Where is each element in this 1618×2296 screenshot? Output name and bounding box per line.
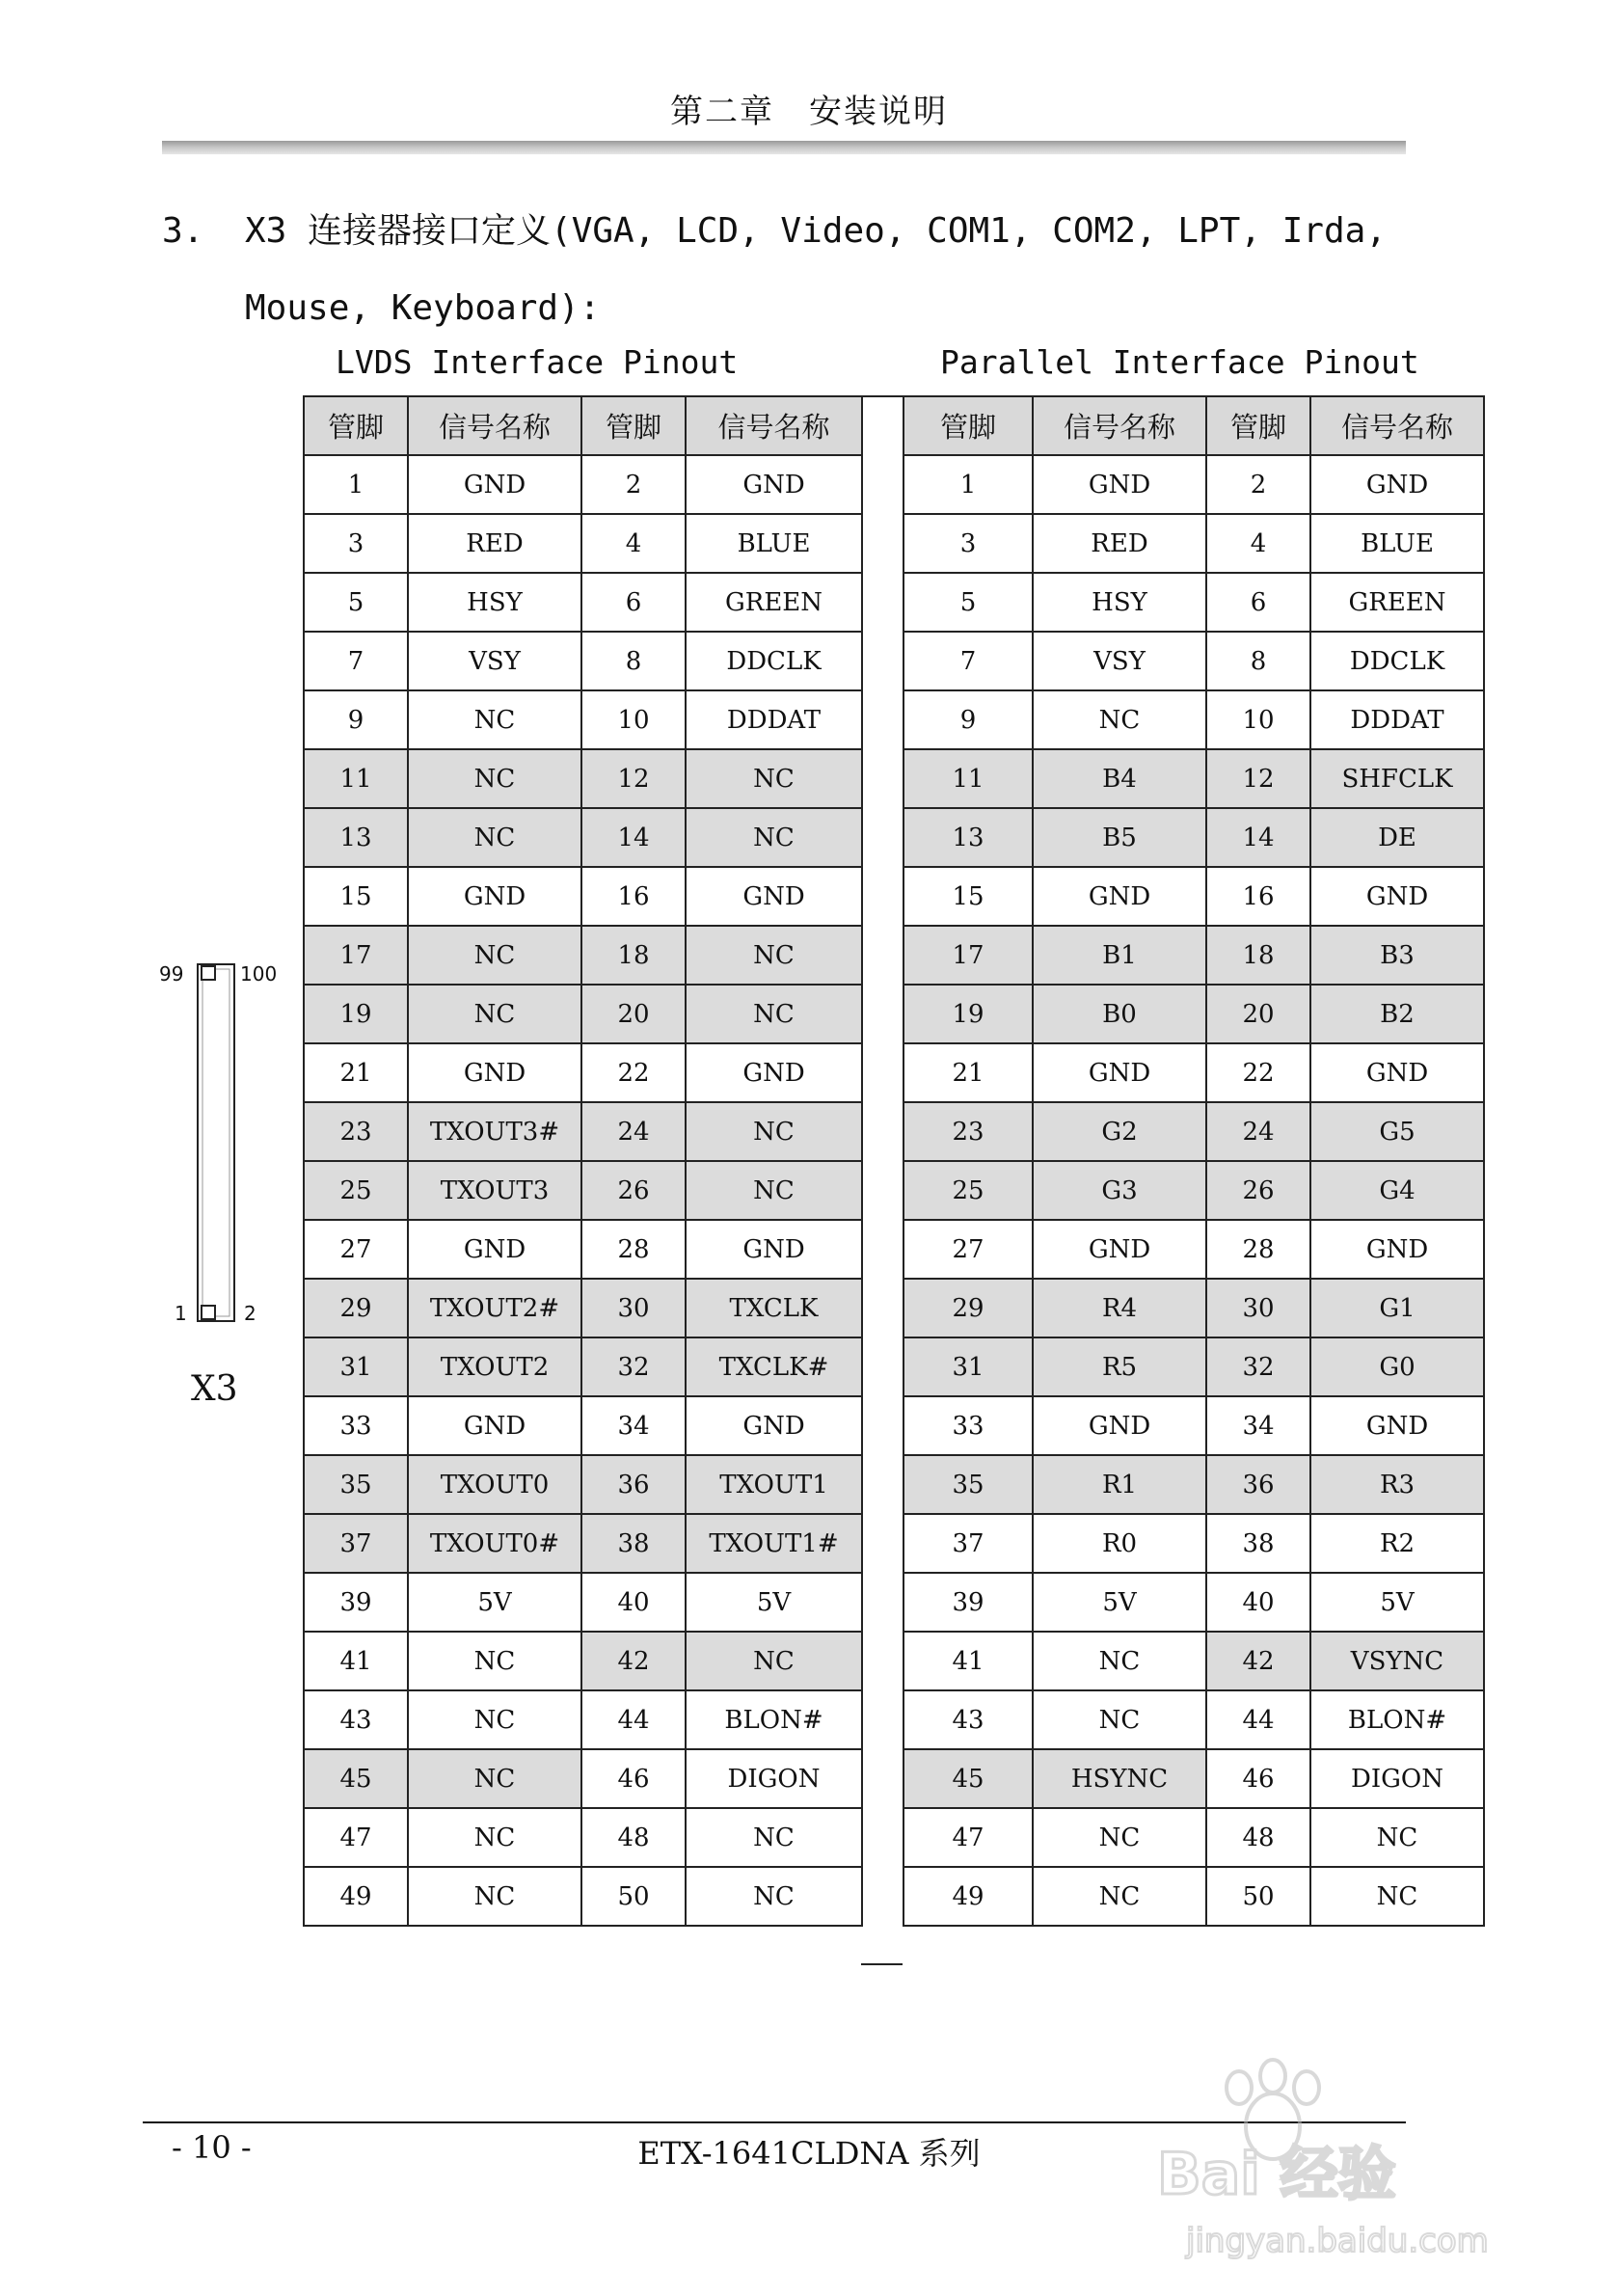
table-row: [304, 1161, 862, 1220]
pin-number-cell: 14: [581, 808, 686, 867]
pin-number-cell: 46: [581, 1749, 686, 1808]
signal-name-cell: GND: [1310, 1396, 1484, 1455]
col-header-pin: 管脚: [903, 396, 1033, 455]
pin-number-cell: 37: [903, 1514, 1033, 1573]
pin-number-cell: 40: [581, 1573, 686, 1632]
signal-name-cell: GND: [1310, 867, 1484, 926]
connector-pin-100-label: 100: [240, 962, 278, 986]
pin-number-cell: 4: [1206, 514, 1310, 573]
signal-name-cell: TXOUT1#: [686, 1514, 862, 1573]
signal-name-cell: GND: [1310, 1220, 1484, 1279]
signal-name-cell: GND: [1033, 1396, 1206, 1455]
table-row: [903, 1632, 1484, 1690]
pin-number-cell: 33: [903, 1396, 1033, 1455]
pin-number-cell: 1: [903, 455, 1033, 514]
pin-number-cell: 22: [581, 1043, 686, 1102]
pin-number-cell: 6: [1206, 573, 1310, 632]
signal-name-cell: B5: [1033, 808, 1206, 867]
table-row: [304, 1514, 862, 1573]
table-row: [903, 1279, 1484, 1337]
pin-number-cell: 32: [1206, 1337, 1310, 1396]
pin-number-cell: 5: [304, 573, 408, 632]
pin-number-cell: 13: [304, 808, 408, 867]
signal-name-cell: GND: [686, 867, 862, 926]
pin-number-cell: 12: [581, 749, 686, 808]
lvds-table-caption: LVDS Interface Pinout: [336, 343, 739, 381]
table-row: [304, 1632, 862, 1690]
col-header-signal: 信号名称: [1033, 396, 1206, 455]
signal-name-cell: 5V: [408, 1573, 581, 1632]
pin-number-cell: 40: [1206, 1573, 1310, 1632]
table-row: [903, 1043, 1484, 1102]
signal-name-cell: DIGON: [1310, 1749, 1484, 1808]
table-row: [903, 455, 1484, 514]
table-gap-strip: [861, 395, 903, 1965]
table-row: [903, 632, 1484, 690]
signal-name-cell: G0: [1310, 1337, 1484, 1396]
pin-number-cell: 48: [581, 1808, 686, 1867]
signal-name-cell: NC: [686, 808, 862, 867]
signal-name-cell: NC: [1310, 1808, 1484, 1867]
pin-number-cell: 3: [903, 514, 1033, 573]
x3-connector-diagram: [159, 955, 278, 1340]
signal-name-cell: NC: [686, 1867, 862, 1926]
signal-name-cell: NC: [686, 1161, 862, 1220]
pin-number-cell: 44: [1206, 1690, 1310, 1749]
pin-number-cell: 47: [304, 1808, 408, 1867]
connector-pin-2-label: 2: [244, 1302, 256, 1325]
signal-name-cell: DDDAT: [1310, 690, 1484, 749]
pin-number-cell: 50: [581, 1867, 686, 1926]
signal-name-cell: R3: [1310, 1455, 1484, 1514]
baidu-watermark: [1147, 2049, 1533, 2271]
signal-name-cell: R2: [1310, 1514, 1484, 1573]
signal-name-cell: NC: [1033, 1808, 1206, 1867]
pin-number-cell: 22: [1206, 1043, 1310, 1102]
table-row: [903, 1220, 1484, 1279]
signal-name-cell: B0: [1033, 985, 1206, 1043]
signal-name-cell: HSY: [1033, 573, 1206, 632]
pin-number-cell: 38: [1206, 1514, 1310, 1573]
pin-number-cell: 29: [304, 1279, 408, 1337]
signal-name-cell: DE: [1310, 808, 1484, 867]
signal-name-cell: NC: [408, 1808, 581, 1867]
signal-name-cell: TXOUT2#: [408, 1279, 581, 1337]
connector-outline-icon: [159, 955, 278, 1340]
signal-name-cell: GND: [1310, 455, 1484, 514]
pin-number-cell: 14: [1206, 808, 1310, 867]
table-row: [903, 1337, 1484, 1396]
col-header-pin: 管脚: [304, 396, 408, 455]
pin-number-cell: 49: [304, 1867, 408, 1926]
pin-number-cell: 8: [581, 632, 686, 690]
signal-name-cell: G5: [1310, 1102, 1484, 1161]
signal-name-cell: DDCLK: [1310, 632, 1484, 690]
signal-name-cell: NC: [408, 1867, 581, 1926]
table-row: [903, 690, 1484, 749]
pin-number-cell: 20: [1206, 985, 1310, 1043]
pin-number-cell: 21: [304, 1043, 408, 1102]
signal-name-cell: B4: [1033, 749, 1206, 808]
pin-number-cell: 39: [903, 1573, 1033, 1632]
footer-product-title: ETX-1641CLDNA 系列: [637, 2135, 981, 2172]
table-row: [304, 867, 862, 926]
pin-number-cell: 4: [581, 514, 686, 573]
pin-number-cell: 37: [304, 1514, 408, 1573]
pin-number-cell: 41: [903, 1632, 1033, 1690]
signal-name-cell: BLON#: [686, 1690, 862, 1749]
pin-number-cell: 18: [581, 926, 686, 985]
pin-number-cell: 2: [581, 455, 686, 514]
table-row: [304, 1337, 862, 1396]
pin-number-cell: 28: [1206, 1220, 1310, 1279]
chapter-header: 第二章 安装说明: [670, 93, 948, 131]
table-row: [903, 749, 1484, 808]
pin-number-cell: 29: [903, 1279, 1033, 1337]
table-row: [304, 1690, 862, 1749]
signal-name-cell: TXOUT2: [408, 1337, 581, 1396]
pin-number-cell: 26: [581, 1161, 686, 1220]
pin-number-cell: 36: [1206, 1455, 1310, 1514]
header-rule: [162, 141, 1406, 154]
pin-number-cell: 42: [1206, 1632, 1310, 1690]
connector-pin-99-label: 99: [159, 962, 184, 986]
pin-number-cell: 21: [903, 1043, 1033, 1102]
table-row: [903, 926, 1484, 985]
pin-number-cell: 34: [581, 1396, 686, 1455]
signal-name-cell: NC: [408, 690, 581, 749]
pin-number-cell: 24: [581, 1102, 686, 1161]
pin-number-cell: 47: [903, 1808, 1033, 1867]
signal-name-cell: GND: [1033, 1220, 1206, 1279]
table-row: [304, 1455, 862, 1514]
table-row: [903, 1514, 1484, 1573]
signal-name-cell: TXCLK#: [686, 1337, 862, 1396]
table-row: [903, 573, 1484, 632]
pin-number-cell: 28: [581, 1220, 686, 1279]
table-row: [903, 867, 1484, 926]
pin-number-cell: 27: [304, 1220, 408, 1279]
col-header-signal: 信号名称: [408, 396, 581, 455]
table-row: [903, 1573, 1484, 1632]
table-row: [903, 1690, 1484, 1749]
signal-name-cell: NC: [1033, 1690, 1206, 1749]
signal-name-cell: R0: [1033, 1514, 1206, 1573]
signal-name-cell: VSY: [408, 632, 581, 690]
signal-name-cell: NC: [408, 1632, 581, 1690]
pin-number-cell: 45: [304, 1749, 408, 1808]
signal-name-cell: R4: [1033, 1279, 1206, 1337]
signal-name-cell: VSYNC: [1310, 1632, 1484, 1690]
table-row: [903, 1102, 1484, 1161]
signal-name-cell: GND: [686, 1220, 862, 1279]
table-row: [304, 1749, 862, 1808]
table-row: [304, 573, 862, 632]
signal-name-cell: TXOUT0#: [408, 1514, 581, 1573]
pin-number-cell: 23: [304, 1102, 408, 1161]
signal-name-cell: NC: [686, 1632, 862, 1690]
table-row: [304, 1573, 862, 1632]
table-row: [903, 985, 1484, 1043]
pin-number-cell: 20: [581, 985, 686, 1043]
pin-number-cell: 8: [1206, 632, 1310, 690]
section-title-line2: Mouse, Keyboard):: [245, 288, 601, 328]
table-row: [304, 1102, 862, 1161]
pin-number-cell: 19: [304, 985, 408, 1043]
table-row: [304, 1867, 862, 1926]
table-row: [903, 1808, 1484, 1867]
signal-name-cell: 5V: [686, 1573, 862, 1632]
signal-name-cell: DDDAT: [686, 690, 862, 749]
pin-number-cell: 2: [1206, 455, 1310, 514]
signal-name-cell: NC: [1033, 690, 1206, 749]
signal-name-cell: VSY: [1033, 632, 1206, 690]
signal-name-cell: NC: [408, 985, 581, 1043]
signal-name-cell: NC: [1310, 1867, 1484, 1926]
col-header-signal: 信号名称: [1310, 396, 1484, 455]
lvds-pinout-table: [303, 395, 863, 1927]
pin-number-cell: 44: [581, 1690, 686, 1749]
pin-number-cell: 39: [304, 1573, 408, 1632]
signal-name-cell: B2: [1310, 985, 1484, 1043]
pin-number-cell: 19: [903, 985, 1033, 1043]
parallel-table-caption: Parallel Interface Pinout: [940, 343, 1419, 381]
pin-number-cell: 41: [304, 1632, 408, 1690]
signal-name-cell: GND: [408, 867, 581, 926]
table-row: [304, 1279, 862, 1337]
col-header-signal: 信号名称: [686, 396, 862, 455]
parallel-pinout-table: [903, 395, 1485, 1927]
signal-name-cell: TXCLK: [686, 1279, 862, 1337]
pin-number-cell: 11: [903, 749, 1033, 808]
pin-number-cell: 17: [903, 926, 1033, 985]
section-heading: [162, 193, 1416, 347]
pin-number-cell: 3: [304, 514, 408, 573]
section-number: 3.: [162, 211, 204, 251]
pin-number-cell: 43: [903, 1690, 1033, 1749]
signal-name-cell: B1: [1033, 926, 1206, 985]
pin-number-cell: 35: [903, 1455, 1033, 1514]
table-row: [304, 455, 862, 514]
pin-number-cell: 31: [903, 1337, 1033, 1396]
table-row: [903, 1867, 1484, 1926]
signal-name-cell: GND: [1033, 867, 1206, 926]
pin-number-cell: 15: [304, 867, 408, 926]
signal-name-cell: G2: [1033, 1102, 1206, 1161]
signal-name-cell: GND: [408, 1220, 581, 1279]
signal-name-cell: NC: [1033, 1632, 1206, 1690]
table-row: [304, 1043, 862, 1102]
pin-number-cell: 13: [903, 808, 1033, 867]
pin-number-cell: 9: [903, 690, 1033, 749]
pin-number-cell: 36: [581, 1455, 686, 1514]
pin-number-cell: 48: [1206, 1808, 1310, 1867]
pin-number-cell: 24: [1206, 1102, 1310, 1161]
signal-name-cell: TXOUT0: [408, 1455, 581, 1514]
pin-number-cell: 30: [1206, 1279, 1310, 1337]
signal-name-cell: G4: [1310, 1161, 1484, 1220]
signal-name-cell: G3: [1033, 1161, 1206, 1220]
table-row: [304, 690, 862, 749]
pin-number-cell: 25: [903, 1161, 1033, 1220]
pin-number-cell: 33: [304, 1396, 408, 1455]
pin-number-cell: 34: [1206, 1396, 1310, 1455]
pin-number-cell: 9: [304, 690, 408, 749]
pin-number-cell: 6: [581, 573, 686, 632]
pin-number-cell: 1: [304, 455, 408, 514]
pin-number-cell: 23: [903, 1102, 1033, 1161]
signal-name-cell: 5V: [1033, 1573, 1206, 1632]
signal-name-cell: NC: [408, 926, 581, 985]
connector-pin-1-label: 1: [175, 1302, 187, 1325]
table-row: [304, 1220, 862, 1279]
pin-number-cell: 17: [304, 926, 408, 985]
signal-name-cell: TXOUT3: [408, 1161, 581, 1220]
signal-name-cell: GND: [686, 1396, 862, 1455]
signal-name-cell: G1: [1310, 1279, 1484, 1337]
signal-name-cell: GND: [686, 455, 862, 514]
signal-name-cell: GND: [408, 1396, 581, 1455]
watermark-url: jingyan.baidu.com: [1186, 2222, 1489, 2260]
signal-name-cell: DDCLK: [686, 632, 862, 690]
signal-name-cell: BLUE: [686, 514, 862, 573]
table-row: [304, 749, 862, 808]
pin-number-cell: 10: [581, 690, 686, 749]
table-row: [304, 1396, 862, 1455]
signal-name-cell: BLON#: [1310, 1690, 1484, 1749]
signal-name-cell: HSYNC: [1033, 1749, 1206, 1808]
signal-name-cell: R1: [1033, 1455, 1206, 1514]
signal-name-cell: RED: [1033, 514, 1206, 573]
signal-name-cell: NC: [686, 1808, 862, 1867]
pin-number-cell: 12: [1206, 749, 1310, 808]
watermark-brand: Bai 经验: [1157, 2141, 1396, 2208]
signal-name-cell: R5: [1033, 1337, 1206, 1396]
signal-name-cell: NC: [1033, 1867, 1206, 1926]
signal-name-cell: SHFCLK: [1310, 749, 1484, 808]
pin-number-cell: 15: [903, 867, 1033, 926]
table-row: [304, 985, 862, 1043]
pin-number-cell: 16: [581, 867, 686, 926]
signal-name-cell: NC: [408, 808, 581, 867]
signal-name-cell: 5V: [1310, 1573, 1484, 1632]
signal-name-cell: NC: [686, 985, 862, 1043]
signal-name-cell: NC: [408, 1749, 581, 1808]
signal-name-cell: DIGON: [686, 1749, 862, 1808]
pin-number-cell: 10: [1206, 690, 1310, 749]
table-row: [903, 1749, 1484, 1808]
table-row: [903, 1396, 1484, 1455]
pin-number-cell: 50: [1206, 1867, 1310, 1926]
signal-name-cell: GND: [408, 1043, 581, 1102]
signal-name-cell: B3: [1310, 926, 1484, 985]
signal-name-cell: NC: [686, 749, 862, 808]
signal-name-cell: GND: [1033, 455, 1206, 514]
table-row: [903, 514, 1484, 573]
pin-number-cell: 16: [1206, 867, 1310, 926]
signal-name-cell: GND: [1310, 1043, 1484, 1102]
signal-name-cell: GREEN: [1310, 573, 1484, 632]
table-row: [903, 808, 1484, 867]
pin-number-cell: 49: [903, 1867, 1033, 1926]
pin-number-cell: 7: [304, 632, 408, 690]
pin-number-cell: 45: [903, 1749, 1033, 1808]
signal-name-cell: GND: [1033, 1043, 1206, 1102]
pin-number-cell: 27: [903, 1220, 1033, 1279]
col-header-pin: 管脚: [1206, 396, 1310, 455]
pin-number-cell: 31: [304, 1337, 408, 1396]
pin-number-cell: 18: [1206, 926, 1310, 985]
pin-number-cell: 25: [304, 1161, 408, 1220]
signal-name-cell: GND: [686, 1043, 862, 1102]
pin-number-cell: 32: [581, 1337, 686, 1396]
signal-name-cell: RED: [408, 514, 581, 573]
pin-number-cell: 43: [304, 1690, 408, 1749]
pin-number-cell: 26: [1206, 1161, 1310, 1220]
signal-name-cell: NC: [686, 1102, 862, 1161]
signal-name-cell: GREEN: [686, 573, 862, 632]
col-header-pin: 管脚: [581, 396, 686, 455]
signal-name-cell: NC: [408, 749, 581, 808]
table-row: [903, 1161, 1484, 1220]
pin-number-cell: 11: [304, 749, 408, 808]
pin-number-cell: 46: [1206, 1749, 1310, 1808]
table-row: [304, 514, 862, 573]
pin-number-cell: 35: [304, 1455, 408, 1514]
pin-number-cell: 7: [903, 632, 1033, 690]
table-row: [304, 632, 862, 690]
signal-name-cell: GND: [408, 455, 581, 514]
page-number: - 10 -: [172, 2129, 252, 2166]
pin-number-cell: 5: [903, 573, 1033, 632]
table-row: [903, 1455, 1484, 1514]
signal-name-cell: TXOUT3#: [408, 1102, 581, 1161]
pin-number-cell: 38: [581, 1514, 686, 1573]
pin-number-cell: 42: [581, 1632, 686, 1690]
signal-name-cell: BLUE: [1310, 514, 1484, 573]
table-row: [304, 926, 862, 985]
section-title-line1: X3 连接器接口定义(VGA, LCD, Video, COM1, COM2, LPT, Irda,: [245, 211, 1387, 251]
pin-number-cell: 30: [581, 1279, 686, 1337]
signal-name-cell: NC: [408, 1690, 581, 1749]
signal-name-cell: TXOUT1: [686, 1455, 862, 1514]
table-row: [304, 808, 862, 867]
connector-name: X3: [191, 1369, 238, 1409]
table-row: [304, 1808, 862, 1867]
signal-name-cell: HSY: [408, 573, 581, 632]
signal-name-cell: NC: [686, 926, 862, 985]
